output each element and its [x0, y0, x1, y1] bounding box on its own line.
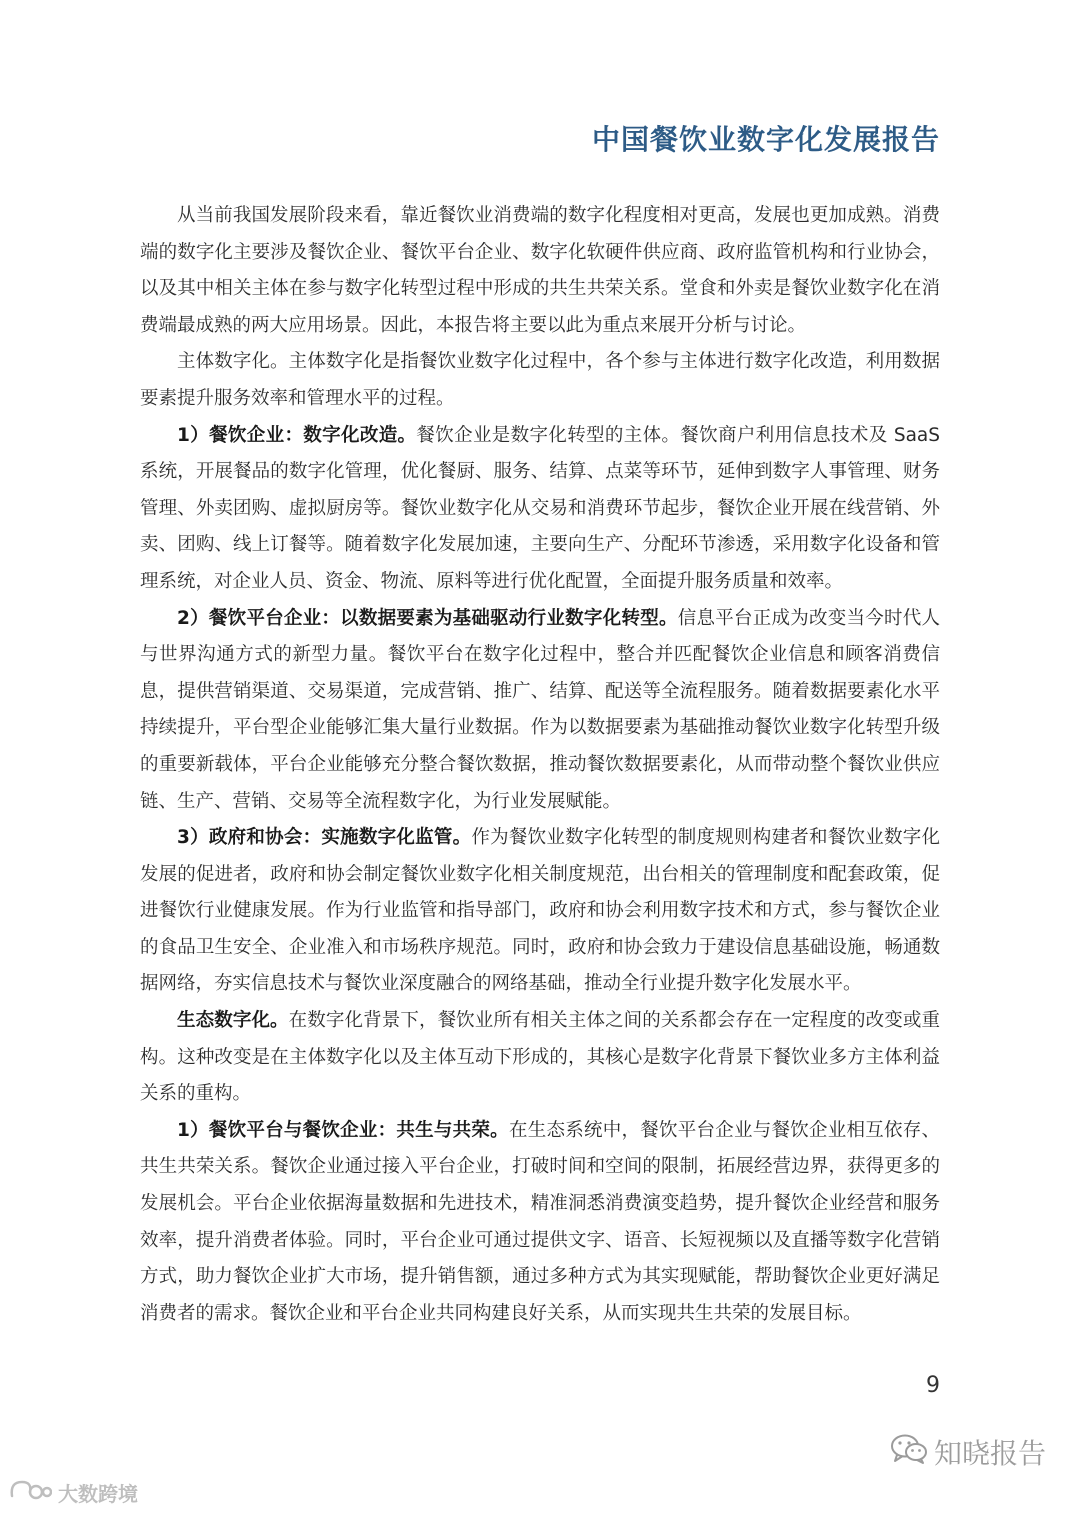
paragraph-text: 从当前我国发展阶段来看，靠近餐饮业消费端的数字化程度相对更高，发展也更加成熟。消费端的数字化主要涉及餐饮企业、餐饮平台企业、数字化软硬件供应商、政府监管机构和行业协会，以及其中相关主体在参与数字化转型过程中形成的共生共荣关系。堂食和外卖是餐饮业数字化在消费端最成熟的两大应用场景。因此，本报告将主要以此为重点来展开分析与讨论。	[140, 205, 940, 336]
paragraph-text: 在数字化背景下，餐饮业所有相关主体之间的关系都会存在一定程度的改变或重构。这种改变是在主体数字化以及主体互动下形成的，其核心是数字化背景下餐饮业多方主体利益关系的重构。	[140, 1010, 940, 1105]
paragraph-lead: 1）餐饮企业：数字化改造。	[177, 424, 417, 446]
paragraph-lead: 生态数字化。	[177, 1010, 289, 1032]
watermark-right	[890, 1432, 1046, 1472]
body-text	[140, 198, 940, 1332]
paragraph	[140, 418, 940, 601]
paragraph-lead: 2）餐饮平台企业：以数据要素为基础驱动行业数字化转型。	[177, 607, 678, 629]
paragraph	[140, 1113, 940, 1333]
report-title: 中国餐饮业数字化发展报告	[591, 123, 940, 156]
watermark-right-text: 知晓报告	[933, 1437, 1046, 1470]
paragraph-lead: 3）政府和协会：实施数字化监管。	[177, 827, 472, 849]
paragraph-text: 作为餐饮业数字化转型的制度规则构建者和餐饮业数字化发展的促进者，政府和协会制定餐饮业数字化相关制度规范，出台相关的管理制度和配套政策，促进餐饮行业健康发展。作为行业监管和指导部门，政府和协会利用数字技术和方式，参与餐饮企业的食品卫生安全、企业准入和市场秩序规范。同时，政府和协会致力于建设信息基础设施，畅通数据网络，夯实信息技术与餐饮业深度融合的网络基础，推动全行业提升数字化发展水平。	[140, 827, 940, 995]
paragraph-lead: 1）餐饮平台与餐饮企业：共生与共荣。	[177, 1119, 509, 1141]
paragraph-text: 信息平台正成为改变当今时代人与世界沟通方式的新型力量。餐饮平台在数字化过程中，整合并匹配餐饮企业信息和顾客消费信息，提供营销渠道、交易渠道，完成营销、推广、结算、配送等全流程服务。随着数据要素化水平持续提升，平台型企业能够汇集大量行业数据。作为以数据要素为基础推动餐饮业数字化转型升级的重要新载体，平台企业能够充分整合餐饮数据，推动餐饮数据要素化，从而带动整个餐饮业供应链、生产、营销、交易等全流程数字化，为行业发展赋能。	[140, 607, 940, 812]
paragraph	[140, 198, 940, 344]
paragraph	[140, 820, 940, 1003]
paragraph	[140, 344, 940, 417]
paragraph-text: 在生态系统中，餐饮平台企业与餐饮企业相互依存、共生共荣关系。餐饮企业通过接入平台企业，打破时间和空间的限制，拓展经营边界，获得更多的发展机会。平台企业依据海量数据和先进技术，精准洞悉消费演变趋势，提升餐饮企业经营和服务效率，提升消费者体验。同时，平台企业可通过提供文字、语音、长短视频以及直播等数字化营销方式，助力餐饮企业扩大市场，提升销售额，通过多种方式为其实现赋能，帮助餐饮企业更好满足消费者的需求。餐饮企业和平台企业共同构建良好关系，从而实现共生共荣的发展目标。	[140, 1119, 940, 1324]
page-number: 9	[926, 1373, 940, 1398]
watermark-left	[8, 1476, 138, 1509]
paragraph-text: 主体数字化。主体数字化是指餐饮业数字化过程中，各个参与主体进行数字化改造，利用数据要素提升服务效率和管理水平的过程。	[140, 351, 940, 409]
paragraph	[140, 1003, 940, 1113]
logo-icon	[8, 1476, 52, 1509]
watermark-left-text: 大数跨境	[58, 1482, 138, 1506]
paragraph-text: 餐饮企业是数字化转型的主体。餐饮商户利用信息技术及 SaaS 系统，开展餐品的数字化管理，优化餐厨、服务、结算、点菜等环节，延伸到数字人事管理、财务管理、外卖团购、虚拟厨房等。餐饮业数字化从交易和消费环节起步，餐饮企业开展在线营销、外卖、团购、线上订餐等。随着数字化发展加速，主要向生产、分配环节渗透，采用数字化设备和管理系统，对企业人员、资金、物流、原料等进行优化配置，全面提升服务质量和效率。	[140, 424, 941, 592]
paragraph	[140, 601, 940, 821]
wechat-icon	[890, 1433, 928, 1472]
